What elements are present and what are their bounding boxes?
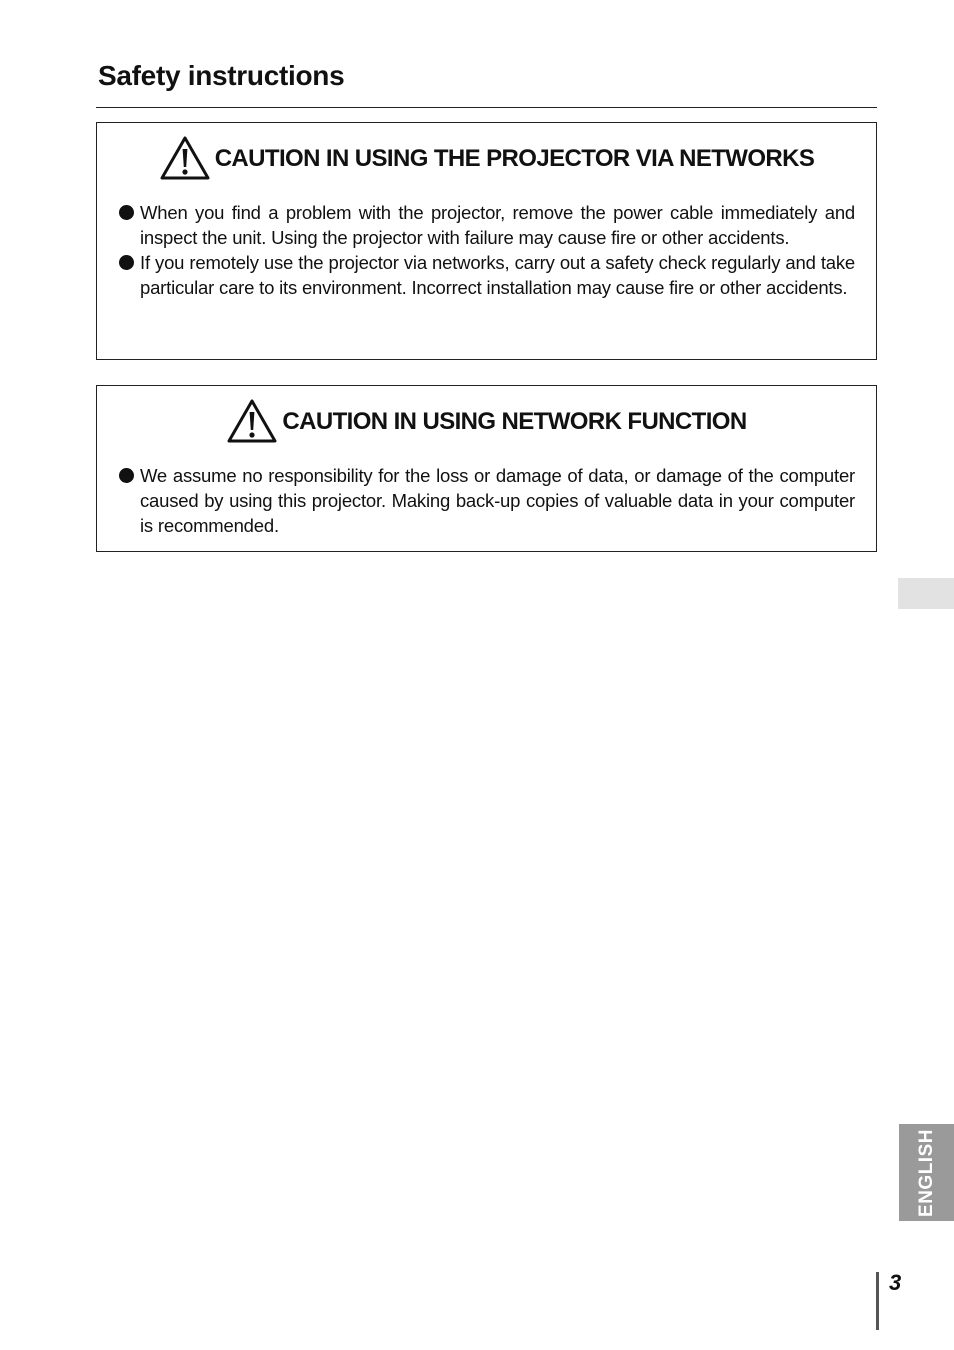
caution-list bbox=[119, 200, 855, 300]
caution-box-networks bbox=[96, 122, 877, 360]
caution-heading bbox=[97, 135, 876, 181]
side-tab-marker bbox=[898, 578, 954, 609]
bullet-dot-icon bbox=[119, 255, 134, 270]
bullet-dot-icon bbox=[119, 468, 134, 483]
list-item bbox=[119, 200, 855, 250]
language-tab bbox=[899, 1124, 954, 1221]
page-title: Safety instructions bbox=[98, 60, 345, 91]
list-item bbox=[119, 463, 855, 538]
list-item bbox=[119, 250, 855, 300]
list-item-text: When you find a problem with the projector, remove the power cable immediately and inspect the unit. Using the projector with failure may cause fire or other accidents. bbox=[140, 202, 855, 248]
caution-heading-text: CAUTION IN USING NETWORK FUNCTION bbox=[282, 408, 747, 435]
page-number: 3 bbox=[889, 1270, 902, 1295]
list-item-text: If you remotely use the projector via networks, carry out a safety check regularly and take particular care to its environment. Incorrect installation may cause fire or other accidents. bbox=[140, 252, 855, 298]
caution-list bbox=[119, 463, 855, 538]
caution-heading-text: CAUTION IN USING THE PROJECTOR VIA NETWORKS bbox=[214, 145, 815, 172]
caution-heading bbox=[97, 398, 876, 444]
warning-triangle-icon bbox=[226, 398, 278, 444]
warning-triangle-icon bbox=[159, 135, 211, 181]
language-tab-label: ENGLISH bbox=[915, 1128, 937, 1217]
page-number-divider bbox=[876, 1272, 879, 1330]
list-item-text: We assume no responsibility for the loss or damage of data, or damage of the computer caused by using this projector. Making back-up copies of valuable data in your computer is recommended. bbox=[140, 465, 855, 536]
title-divider bbox=[96, 107, 877, 108]
caution-box-network-function bbox=[96, 385, 877, 552]
bullet-dot-icon bbox=[119, 205, 134, 220]
